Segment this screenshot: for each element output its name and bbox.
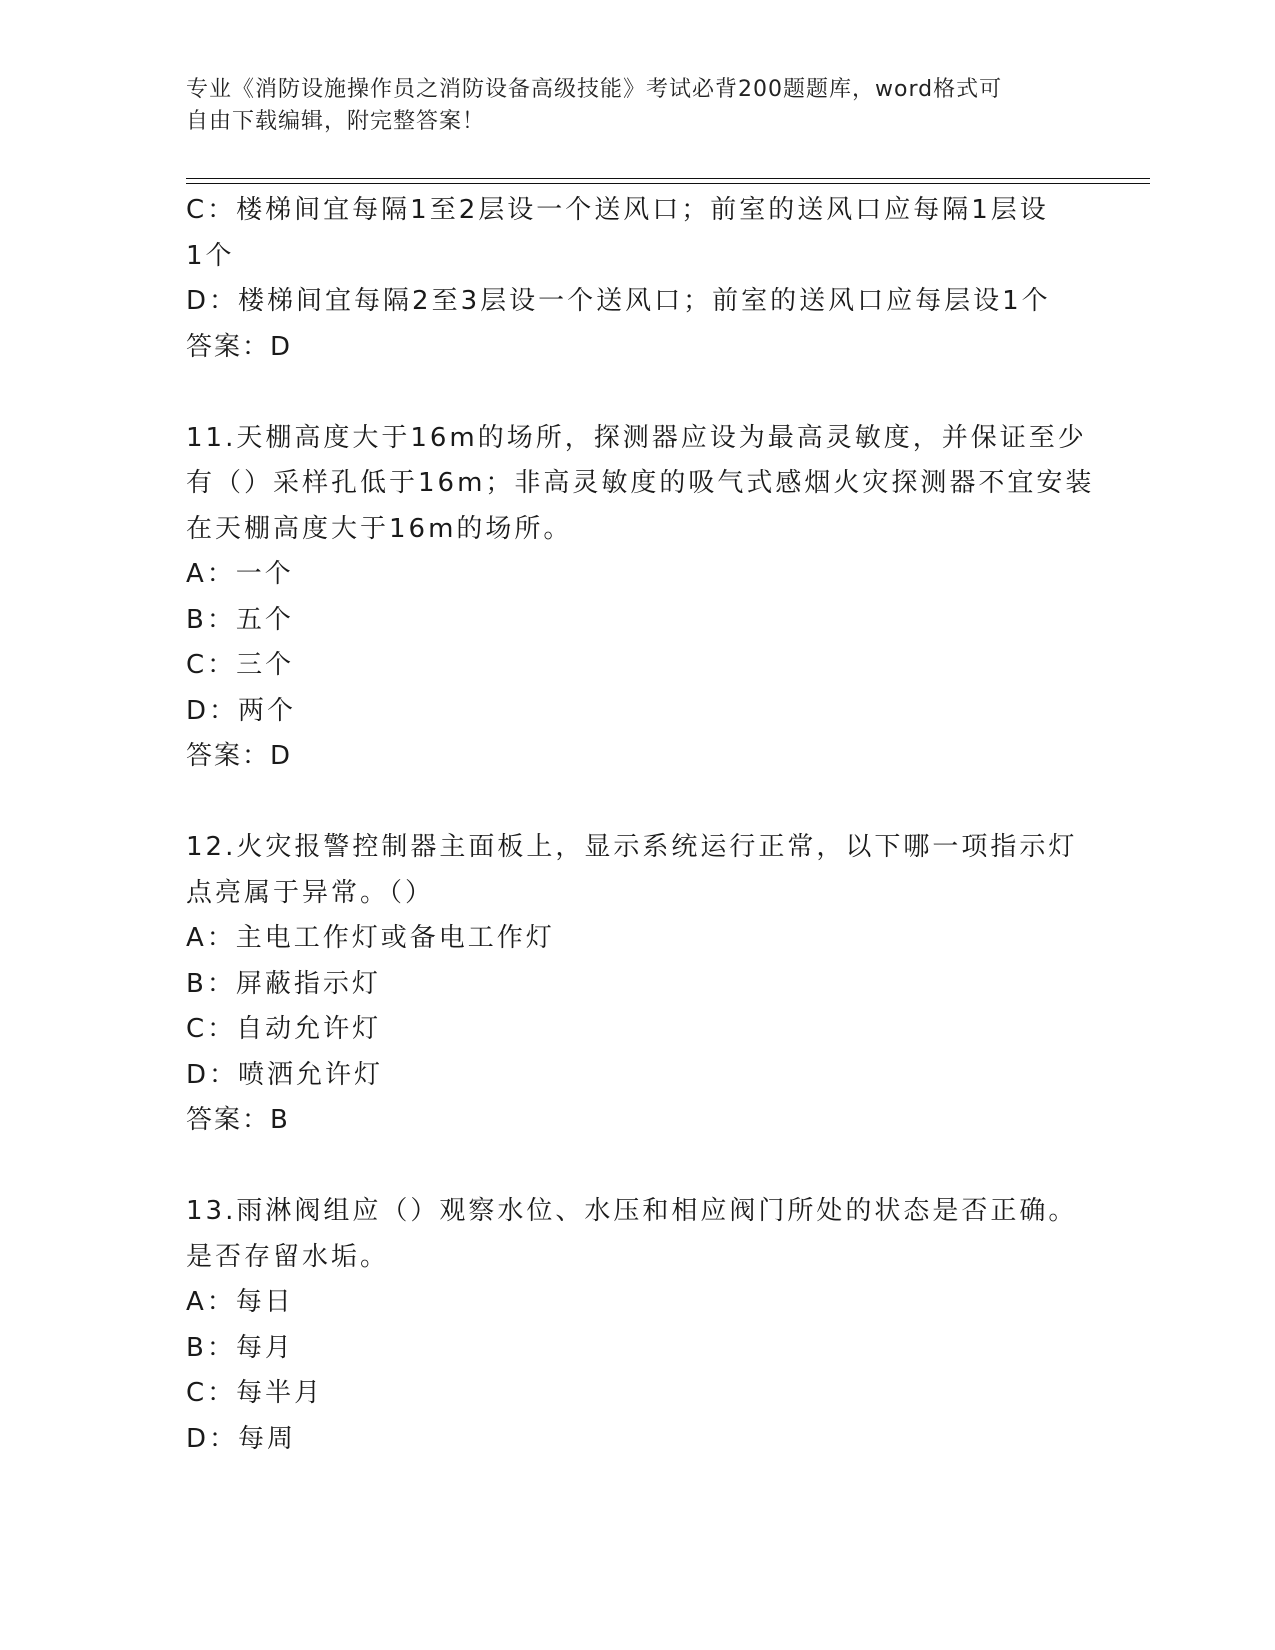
option-a: A：主电工作灯或备电工作灯 [186, 923, 555, 953]
option-c: C：每半月 [186, 1378, 324, 1408]
option-b: B：每月 [186, 1332, 294, 1363]
option-d: D：喷洒允许灯 [186, 1059, 384, 1090]
question-13 [186, 1189, 1086, 1462]
spacer [186, 780, 1086, 826]
question-10-tail [186, 188, 1086, 370]
header-line-2: 自由下载编辑，附完整答案！ [186, 109, 486, 134]
option-c-line-2: 1个 [186, 240, 235, 271]
question-11 [186, 416, 1095, 780]
spacer [186, 1144, 1086, 1190]
header-line-1: 专业《消防设施操作员之消防设备高级技能》考试必背200题题库，word格式可 [186, 77, 1003, 102]
question-12 [186, 825, 1086, 1144]
question-stem-line-3: 在天棚高度大于16m的场所。 [186, 513, 573, 544]
header-rule-top [186, 178, 1150, 179]
option-c-line-1: C：楼梯间宜每隔1至2层设一个送风口；前室的送风口应每隔1层设 [186, 195, 1049, 225]
option-b: B：五个 [186, 604, 294, 635]
option-c: C：三个 [186, 650, 295, 680]
question-stem-line-1: 12.火灾报警控制器主面板上，显示系统运行正常，以下哪一项指示灯 [186, 832, 1078, 862]
document-header [186, 74, 1086, 138]
question-stem-line-2: 有（）采样孔低于16m；非高灵敏度的吸气式感烟火灾探测器不宜安装 [186, 468, 1095, 498]
option-d: D：两个 [186, 695, 297, 726]
option-a: A：一个 [186, 559, 294, 589]
option-d: D：每周 [186, 1423, 297, 1454]
header-rule-bottom [186, 183, 1150, 184]
option-b: B：屏蔽指示灯 [186, 968, 381, 999]
option-a: A：每日 [186, 1287, 294, 1317]
question-stem-line-1: 11.天棚高度大于16m的场所，探测器应设为最高灵敏度，并保证至少 [186, 422, 1087, 453]
question-stem-line-2: 是否存留水垢。 [186, 1241, 390, 1272]
question-stem-line-2: 点亮属于异常。（） [186, 877, 435, 908]
answer: 答案：D [186, 331, 293, 362]
question-stem-line-1: 13.雨淋阀组应（）观察水位、水压和相应阀门所处的状态是否正确。 [186, 1196, 1078, 1226]
answer: 答案：D [186, 741, 293, 771]
spacer [186, 370, 1086, 416]
answer: 答案：B [186, 1105, 290, 1135]
option-d: D：楼梯间宜每隔2至3层设一个送风口；前室的送风口应每层设1个 [186, 286, 1051, 316]
question-content [186, 188, 1095, 1462]
option-c: C：自动允许灯 [186, 1014, 382, 1044]
